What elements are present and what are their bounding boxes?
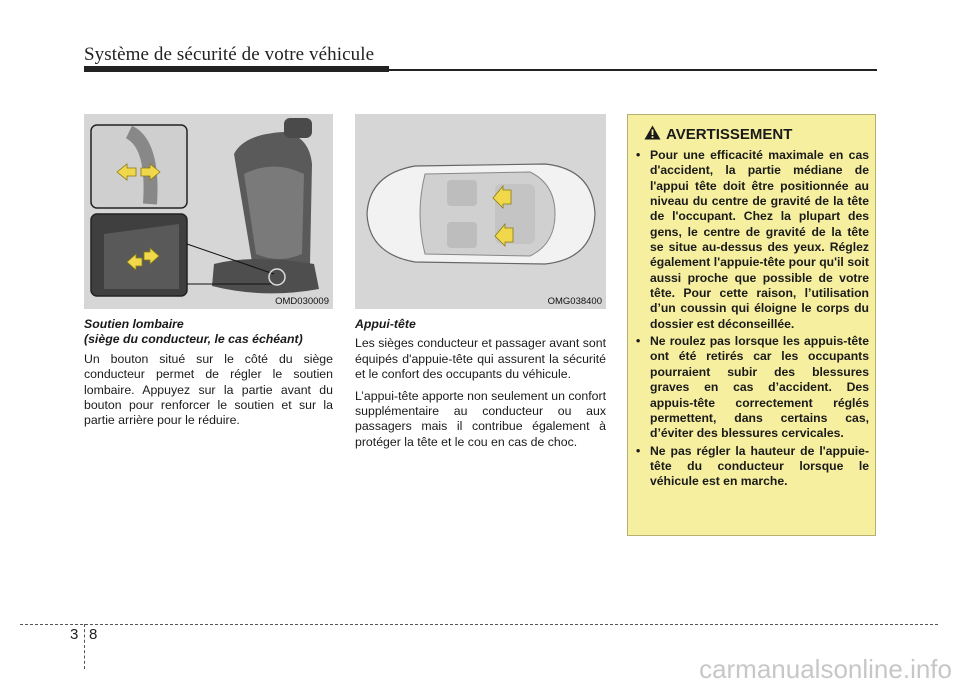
warning-item: • Ne pas régler la hauteur de l'appuie-tête du conducteur lorsque le véhicule est en marche. [636,443,869,489]
figure-code: OMD030009 [275,296,329,307]
header-bar [84,66,389,72]
car-illustration [355,114,606,309]
warning-list [635,148,869,492]
headrest-body-2: L’appui-tête apporte non seulement un confort supplémentaire au conducteur ou aux passagers mais il contribue également à protéger la tête et le cou en cas de choc. [355,388,606,449]
footer-divider [84,624,85,669]
car-headrest-figure [355,114,606,309]
seat-lumbar-figure [84,114,333,309]
headrest-section [355,317,606,456]
warning-item-text: Ne roulez pas lorsque les appuis-tête ont été retirés car les occupants pourraient subir des blessures graves en cas d’accident. Des appuis-tête correctement réglés permettent, dans certains cas, d’éviter des blessures cervicales. [650,334,869,441]
watermark: carmanualsonline.info [699,654,952,684]
footer-rule [20,624,938,625]
lumbar-subtitle: (siège du conducteur, le cas échéant) [84,332,303,347]
warning-triangle-icon [644,125,661,140]
warning-item-text: Pour une efficacité maximale en cas d'accident, la partie médiane de l'appui tête doit être positionnée au niveau du centre de gravité de la tête de l'occupant. Chez la plupart des gens, le centre de gravité de la tête se situe au-dessus des yeux. Réglez également l'appuie-tête pour qu'il soit aussi proche que possible de votre tête. Pour cette raison, l’utilisation d’un coussin qui éloigne le corps du dossier est déconseillée. [650,148,869,331]
warning-item: • Pour une efficacité maximale en cas d'accident, la partie médiane de l'appui tête doit être positionnée au niveau du centre de gravité de la tête de l'occupant. Chez la plupart des gens, le centre de gravité de la tête se situe au-dessus des yeux. Réglez également l'appuie-tête pour qu'il soit aussi proche que possible de votre tête. Pour cette raison, l’utilisation d’un coussin qui éloigne le corps du dossier est déconseillée. [636,148,869,331]
headrest-title: Appui-tête [355,317,416,331]
warning-box [627,114,876,536]
page-number: 8 [89,626,98,643]
chapter-number: 3 [70,626,79,643]
seat-illustration [84,114,333,309]
page-header-title: Système de sécurité de votre véhicule [84,44,375,65]
lumbar-body: Un bouton situé sur le côté du siège conducteur permet de régler le soutien lombaire. Appuyez sur la partie avant du bouton pour renforcer le soutien et sur la partie arrière pour le réduire. [84,351,333,428]
headrest-body-1: Les sièges conducteur et passager avant sont équipés d'appuie-tête qui assurent la sécurité et le confort des occupants du véhicule. [355,336,606,382]
section-heading [84,317,333,348]
warning-title: AVERTISSEMENT [666,126,793,143]
figure-code: OMG038400 [547,296,602,307]
lumbar-section [84,317,333,435]
lumbar-title: Soutien lombaire [84,317,184,331]
warning-item: • Ne roulez pas lorsque les appuis-tête ont été retirés car les occupants pourraient subir des blessures graves en cas d’accident. Des appuis-tête correctement réglés permettent, dans certains cas, d’éviter des blessures cervicales. [636,334,869,441]
warning-item-text: Ne pas régler la hauteur de l'appuie-tête du conducteur lorsque le véhicule est en marche. [650,443,869,489]
header-rule [389,69,877,71]
